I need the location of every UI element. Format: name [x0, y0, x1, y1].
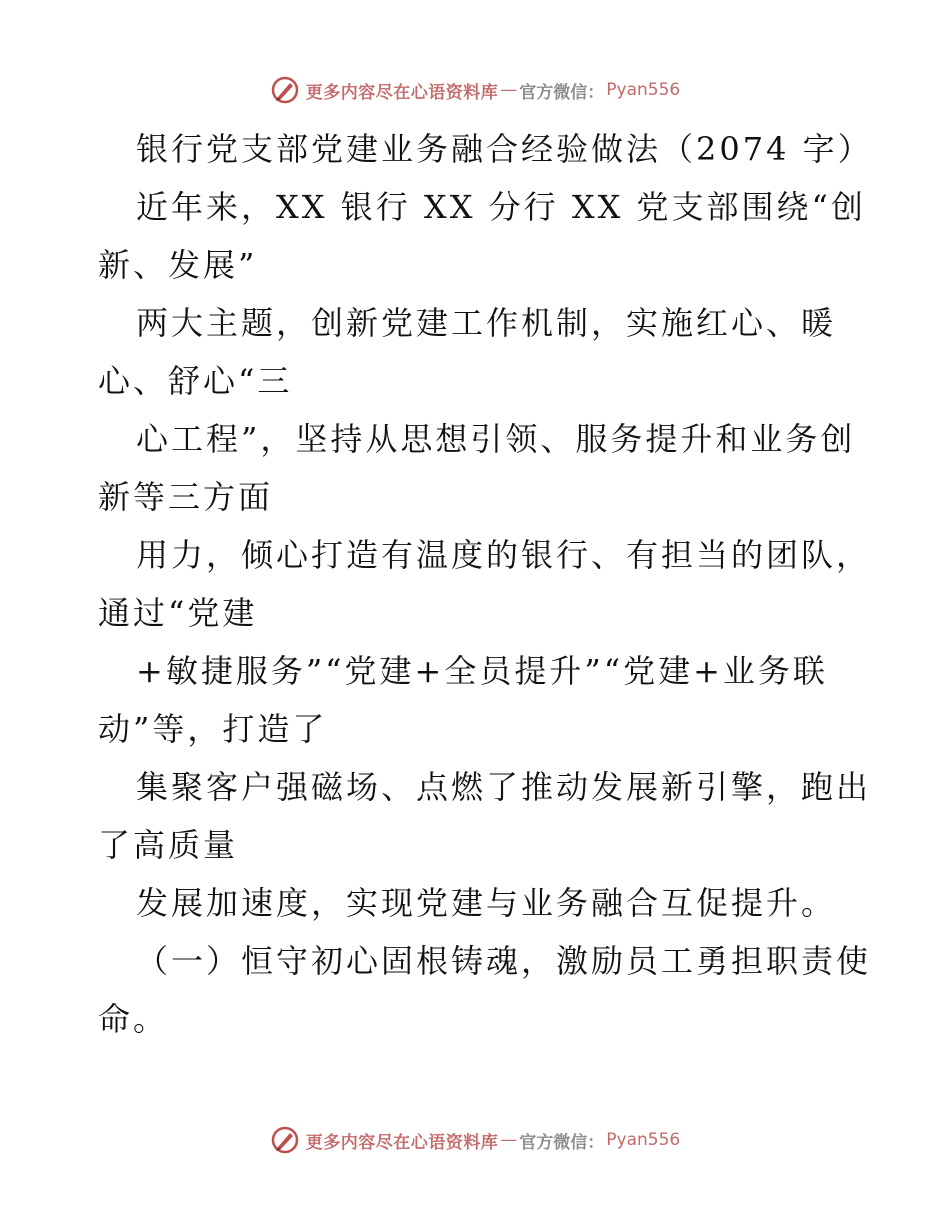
text-line: 新等三方面: [98, 478, 274, 516]
text-line: 心工程”，坚持从思想引领、服务提升和业务创: [136, 420, 856, 458]
watermark-id: Pyan556: [606, 80, 681, 100]
text-line: 通过“党建: [98, 594, 258, 632]
text-line: 两大主题，创新党建工作机制，实施红心、暖: [136, 304, 837, 342]
text-line: 命。: [98, 1000, 169, 1038]
text-line: 银行党支部党建业务融合经验做法（2074 字）: [136, 130, 873, 168]
watermark-official: 官方微信：: [519, 82, 605, 103]
text-line: 了高质量: [98, 826, 239, 864]
watermark-official: 官方微信：: [519, 1132, 605, 1153]
watermark-prefix: 更多内容尽在心语资料库: [305, 1132, 499, 1153]
text-line: 新、发展”: [98, 246, 258, 284]
watermark-separator: —: [500, 80, 518, 100]
text-line: 动”等，打造了: [98, 710, 328, 748]
document-body: [98, 120, 873, 1048]
text-line: 近年来，XX 银行 XX 分行 XX 党支部围绕“创: [136, 188, 866, 226]
pen-logo-icon: [270, 1125, 300, 1155]
pen-logo-icon: [270, 75, 300, 105]
text-line: 心、舒心“三: [98, 362, 293, 400]
watermark-id: Pyan556: [606, 1130, 681, 1150]
watermark-bottom: [0, 1122, 950, 1158]
text-line: 发展加速度，实现党建与业务融合互促提升。: [136, 884, 837, 922]
text-line: （一）恒守初心固根铸魂，激励员工勇担职责使: [136, 942, 872, 980]
watermark-top: [0, 72, 950, 108]
text-line: +敏捷服务”“党建+全员提升”“党建+业务联: [136, 652, 828, 690]
text-line: 集聚客户强磁场、点燃了推动发展新引擎，跑出: [136, 768, 872, 806]
text-line: 用力，倾心打造有温度的银行、有担当的团队，: [136, 536, 872, 574]
watermark-separator: —: [500, 1130, 518, 1150]
watermark-prefix: 更多内容尽在心语资料库: [305, 82, 499, 103]
